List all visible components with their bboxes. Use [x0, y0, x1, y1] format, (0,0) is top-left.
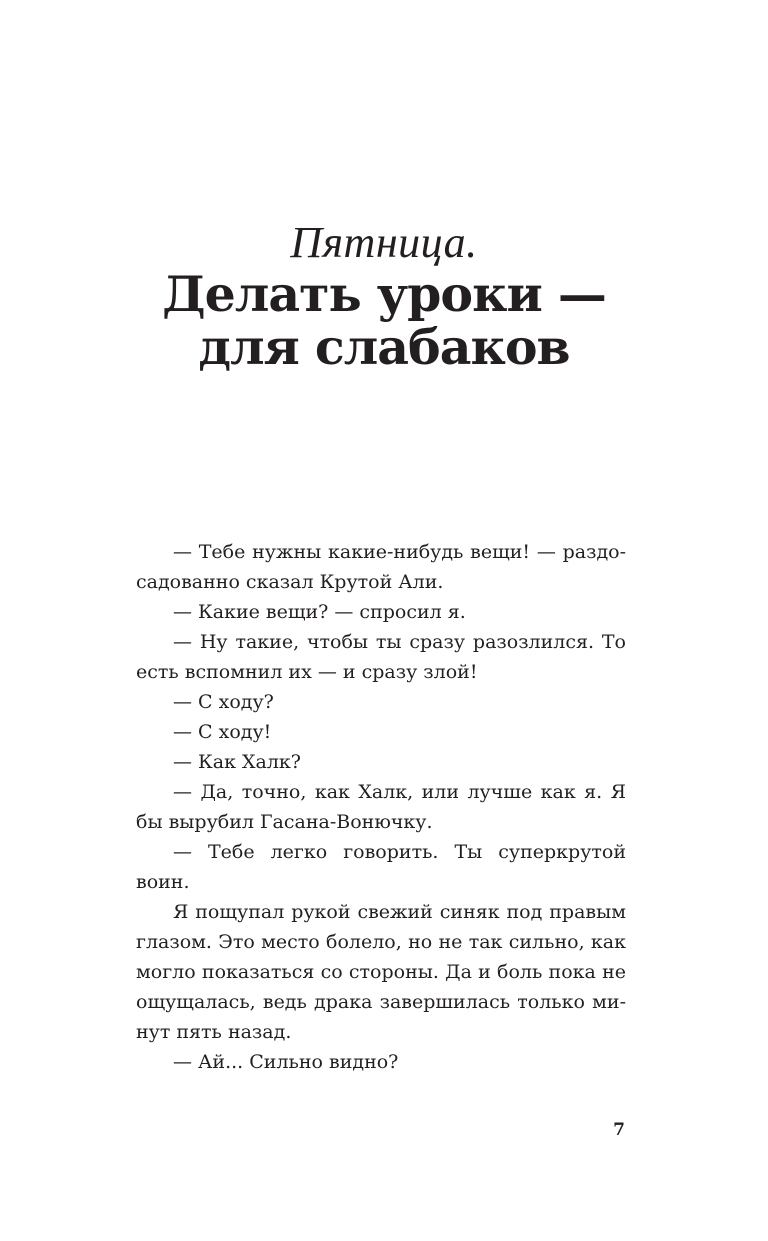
- paragraph: — Тебе легко говорить. Ты суперкрутой воин.: [136, 841, 626, 893]
- paragraph: — Ай... Сильно видно?: [173, 1051, 399, 1073]
- paragraph: — Да, точно, как Халк, или лучше как я. Я бы вырубил Гасана-Вонючку.: [136, 781, 626, 833]
- chapter-heading: [0, 218, 768, 374]
- paragraph: Я пощупал рукой свежий синяк под правым глазом. Это место болело, но не так сильно, как могло показаться со стороны. Да и боль пока не ощущалась, ведь драка завершилась только минут пять назад.: [136, 901, 626, 1043]
- chapter-title-line: Делать уроки —: [162, 265, 606, 323]
- paragraph: — Какие вещи? — спросил я.: [173, 601, 466, 623]
- chapter-title: [0, 265, 768, 376]
- page-number: 7: [613, 1120, 625, 1140]
- body-text: [136, 537, 626, 1077]
- chapter-subtitle: Пятница.: [290, 218, 478, 267]
- paragraph: — С ходу!: [173, 721, 272, 743]
- paragraph: — Ну такие, чтобы ты сразу разозлился. То есть вспомнил их — и сразу злой!: [136, 631, 626, 683]
- paragraph: — Тебе нужны какие-нибудь вещи! — раздосадованно сказал Крутой Али.: [136, 541, 626, 593]
- chapter-title-line: для слабаков: [198, 318, 570, 376]
- paragraph: — Как Халк?: [173, 751, 301, 773]
- paragraph: — С ходу?: [173, 691, 274, 713]
